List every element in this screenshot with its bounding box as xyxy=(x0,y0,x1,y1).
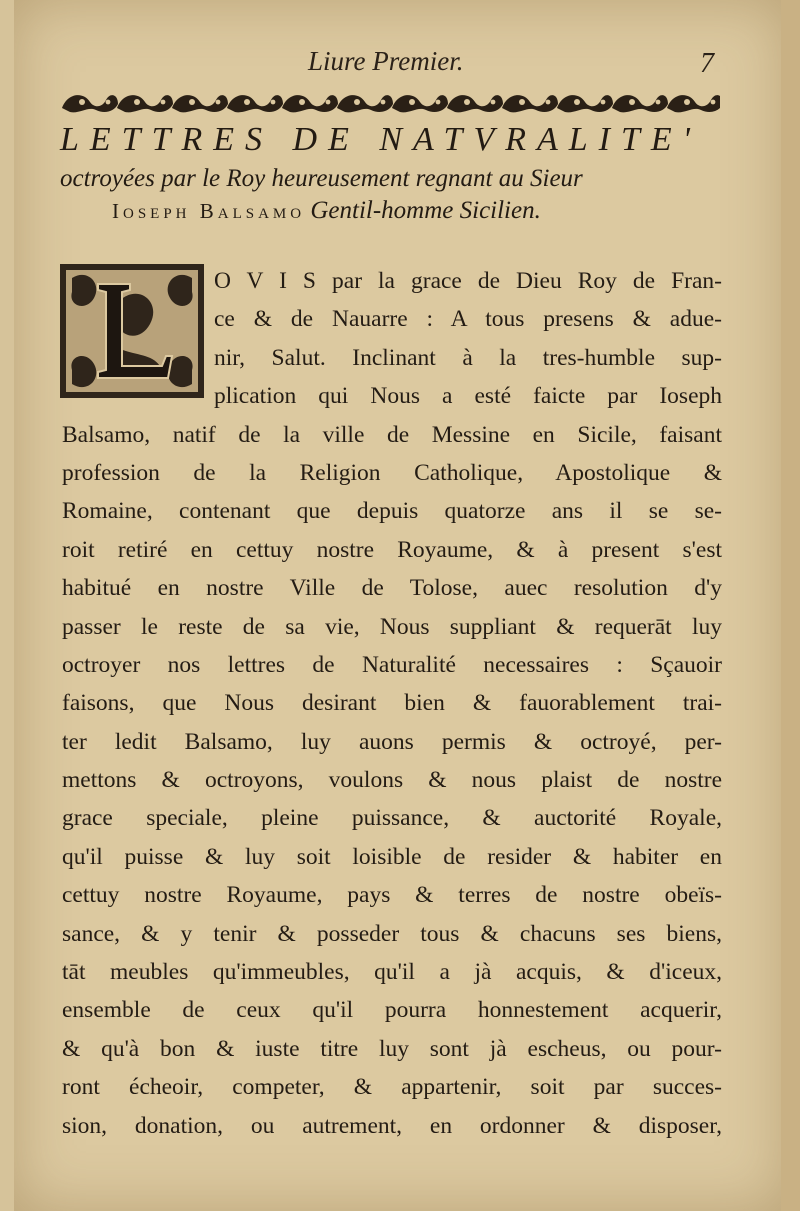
ornament-band-icon xyxy=(60,88,720,116)
text-line: habitué en nostre Ville de Tolose, auec resolution d'y xyxy=(62,575,722,602)
text-line: ensemble de ceux qu'il pourra honnestement acquerir, xyxy=(62,997,722,1024)
document-heading xyxy=(60,120,750,226)
text-line: nir, Salut. Inclinant à la tres-humble sup- xyxy=(214,344,722,371)
text-line: & qu'à bon & iuste titre luy sont jà escheus, ou pour- xyxy=(62,1035,722,1062)
text-line: ront écheoir, competer, & appartenir, soit par succes- xyxy=(62,1074,722,1101)
text-line: sance, & y tenir & posseder tous & chacuns ses biens, xyxy=(62,920,722,947)
text-line: faisons, que Nous desirant bien & fauorablement trai- xyxy=(62,690,722,717)
heading-subtitle: octroyées par le Roy heureusement regnant au Sieur xyxy=(60,165,583,192)
text-line: plication qui Nous a esté faicte par Ioseph xyxy=(214,383,722,410)
text-line: sion, donation, ou autrement, en ordonner & disposer, xyxy=(62,1112,722,1139)
text-line: Balsamo, natif de la ville de Messine en Sicile, faisant xyxy=(62,421,722,448)
page-number: 7 xyxy=(700,48,714,79)
text-line: roit retiré en cettuy nostre Royaume, & à present s'est xyxy=(62,536,722,563)
text-line: profession de la Religion Catholique, Apostolique & xyxy=(62,459,722,486)
text-line: mettons & octroyons, voulons & nous plaist de nostre xyxy=(62,767,722,794)
page-edge xyxy=(781,0,800,1211)
heading-title: LETTRES DE NATVRALITE' xyxy=(60,121,701,158)
text-line: cettuy nostre Royaume, pays & terres de nostre obeïs- xyxy=(62,882,722,909)
heading-name-line xyxy=(112,196,750,226)
text-line: Romaine, contenant que depuis quatorze ans il se se- xyxy=(62,498,722,525)
text-line: octroyer nos lettres de Naturalité necessaires : Sçauoir xyxy=(62,651,722,678)
text-line: O V I S par la grace de Dieu Roy de Fran- xyxy=(214,268,722,294)
running-title: Liure Premier. xyxy=(308,46,464,76)
text-line: qu'il puisse & luy soit loisible de resider & habiter en xyxy=(62,843,722,870)
running-head xyxy=(0,46,800,86)
text-line: ter ledit Balsamo, luy auons permis & octroyé, per- xyxy=(62,728,722,755)
body-text xyxy=(62,262,722,1145)
text-line: ce & de Nauarre : A tous presens & adue- xyxy=(214,306,722,333)
text-line: grace speciale, pleine puissance, & auctorité Royale, xyxy=(62,805,722,832)
heading-name-tail: Gentil-homme Sicilien. xyxy=(310,197,541,224)
heading-name: Ioseph Balsamo xyxy=(112,199,306,223)
text-line: passer le reste de sa vie, Nous suppliant & requerāt luy xyxy=(62,613,722,640)
text-line: tāt meubles qu'immeubles, qu'il a jà acquis, & d'iceux, xyxy=(62,959,722,986)
